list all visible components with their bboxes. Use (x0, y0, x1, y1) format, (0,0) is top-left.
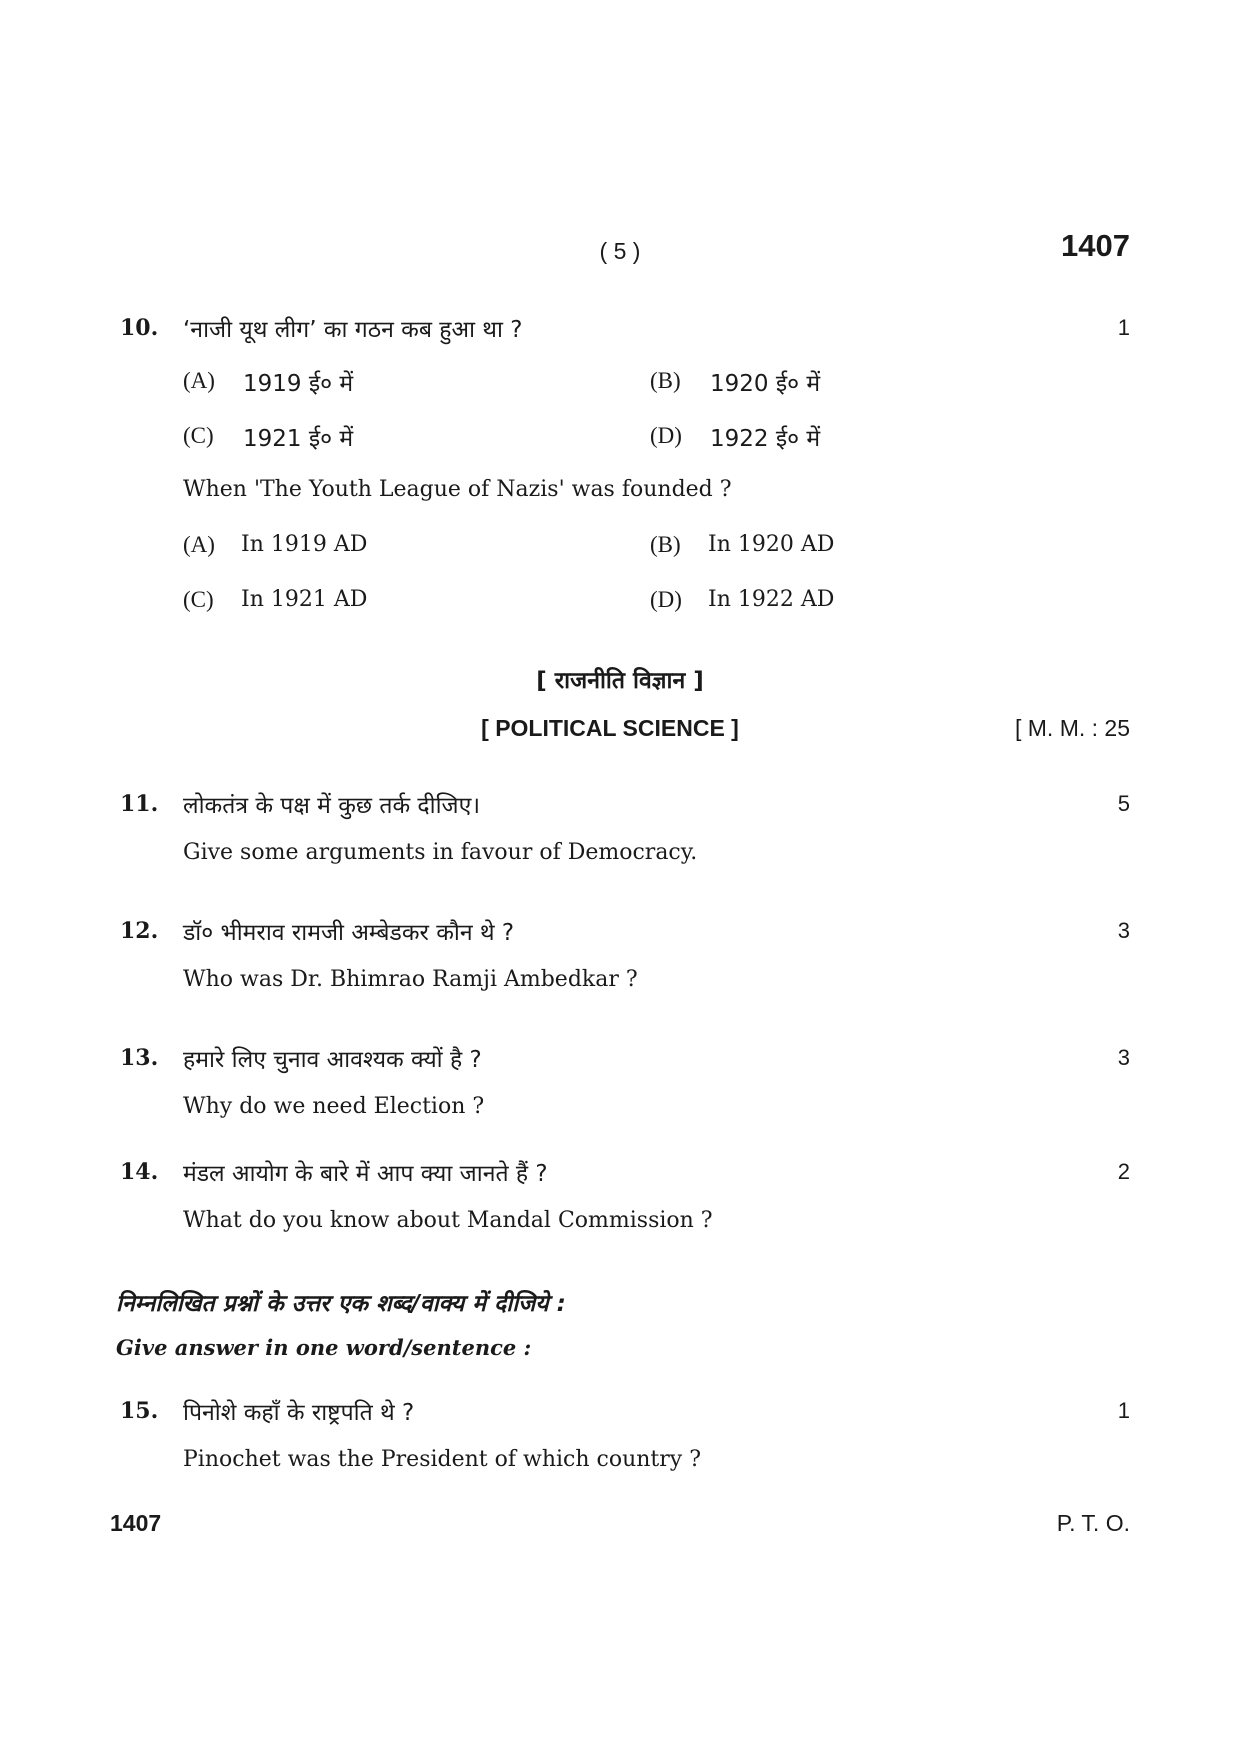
question-text-hindi: डॉ० भीमराव रामजी अम्बेडकर कौन थे ? (183, 920, 515, 946)
question-number: 13. (120, 1045, 159, 1071)
question-number: 11. (120, 791, 159, 817)
question-text-hindi: ‘नाजी यूथ लीग’ का गठन कब हुआ था ? (183, 317, 523, 343)
option-label: (C) (183, 587, 214, 612)
option-label: (B) (650, 368, 681, 393)
option-text: 1921 ई० में (243, 426, 354, 452)
paper-code-top: 1407 (1061, 228, 1130, 263)
question-text-english: When 'The Youth League of Nazis' was founded ? (183, 477, 732, 502)
option-text: 1920 ई० में (710, 371, 821, 397)
question-marks: 2 (1117, 1159, 1130, 1184)
page-number: ( 5 ) (599, 238, 641, 264)
question-number: 14. (120, 1159, 159, 1185)
option-label: (D) (650, 423, 682, 448)
question-number: 10. (120, 315, 159, 341)
option-text: In 1921 AD (241, 587, 368, 612)
option-label: (A) (183, 532, 215, 557)
question-text-hindi: लोकतंत्र के पक्ष में कुछ तर्क दीजिए। (183, 793, 481, 819)
option-text: In 1919 AD (241, 532, 368, 557)
option-text: 1922 ई० में (710, 426, 821, 452)
question-number: 15. (120, 1398, 159, 1424)
paper-code-bottom: 1407 (110, 1510, 162, 1536)
question-text-english: Pinochet was the President of which country ? (183, 1447, 701, 1472)
instruction-english: Give answer in one word/sentence : (116, 1335, 532, 1360)
pto-label: P. T. O. (1056, 1510, 1130, 1536)
option-text: 1919 ई० में (243, 371, 354, 397)
question-marks: 5 (1117, 791, 1130, 816)
option-text: In 1922 AD (708, 587, 835, 612)
instruction-hindi: निम्नलिखित प्रश्नों के उत्तर एक शब्द/वाक्य में दीजिये : (116, 1291, 566, 1317)
question-marks: 3 (1117, 918, 1130, 943)
question-text-english: Who was Dr. Bhimrao Ramji Ambedkar ? (183, 967, 638, 992)
section-title-english: [ POLITICAL SCIENCE ] (481, 715, 739, 741)
question-number: 12. (120, 918, 159, 944)
option-label: (C) (183, 423, 214, 448)
option-label: (B) (650, 532, 681, 557)
question-marks: 1 (1117, 315, 1130, 340)
question-marks: 1 (1117, 1398, 1130, 1423)
max-marks: [ M. M. : 25 (1014, 715, 1130, 741)
option-label: (A) (183, 368, 215, 393)
option-text: In 1920 AD (708, 532, 835, 557)
question-text-english: Why do we need Election ? (183, 1094, 485, 1119)
question-marks: 3 (1117, 1045, 1130, 1070)
question-text-english: What do you know about Mandal Commission ? (183, 1208, 713, 1233)
question-text-hindi: मंडल आयोग के बारे में आप क्या जानते हैं ? (183, 1161, 548, 1187)
question-text-hindi: पिनोशे कहाँ के राष्ट्रपति थे ? (183, 1400, 415, 1426)
question-text-english: Give some arguments in favour of Democracy. (183, 840, 698, 865)
section-title-hindi: [ राजनीति विज्ञान ] (536, 668, 704, 694)
question-text-hindi: हमारे लिए चुनाव आवश्यक क्यों है ? (183, 1047, 482, 1073)
option-label: (D) (650, 587, 682, 612)
